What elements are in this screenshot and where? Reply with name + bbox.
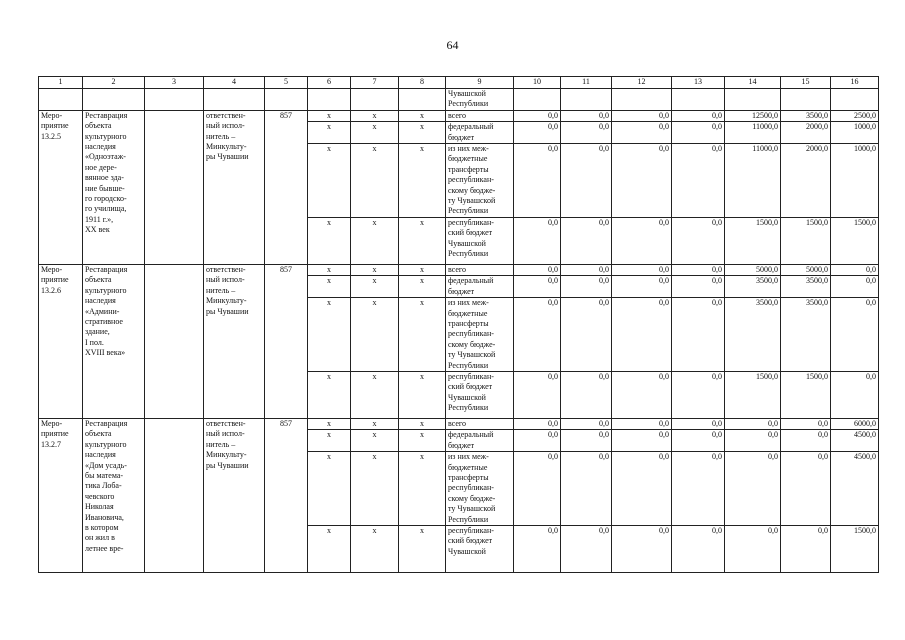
value-cell-col12: 0,0 — [612, 371, 672, 418]
table-row — [39, 110, 879, 121]
value-cell-col10: 0,0 — [514, 122, 561, 144]
value-cell-col15: 0,0 — [781, 526, 831, 573]
value-cell-col13: 0,0 — [672, 144, 725, 218]
empty-col3-cell — [145, 264, 204, 418]
value-cell-col13: 0,0 — [672, 418, 725, 429]
column-number-7: 7 — [351, 77, 399, 89]
continuation-row — [39, 89, 879, 111]
col7-cell: х — [351, 430, 399, 452]
col7-cell: х — [351, 217, 399, 264]
value-cell-col13: 0,0 — [672, 452, 725, 526]
value-cell-col11: 0,0 — [561, 264, 612, 275]
col8-cell: х — [399, 144, 446, 218]
value-cell-col13: 0,0 — [672, 264, 725, 275]
value-cell-col10: 0,0 — [514, 371, 561, 418]
column-number-12: 12 — [612, 77, 672, 89]
col6-cell: х — [308, 264, 351, 275]
column-number-2: 2 — [83, 77, 145, 89]
funding-source-cell: из них меж- бюджетные трансферты республикан- скому бюдже- ту Чувашской Республики — [446, 298, 514, 372]
value-cell-col16: 0,0 — [831, 264, 879, 275]
table-row — [39, 264, 879, 275]
value-cell-col10: 0,0 — [514, 110, 561, 121]
column-number-6: 6 — [308, 77, 351, 89]
value-cell-col16: 1500,0 — [831, 217, 879, 264]
value-cell-col14: 5000,0 — [725, 264, 781, 275]
value-cell-col11: 0,0 — [561, 144, 612, 218]
measure-name-cell: Реставрация объекта культурного наследия «Одноэтаж- ное дере- вянное зда- ние бывше- го городско- го училища, 1911 г.», XX век — [83, 110, 145, 264]
col6-cell: х — [308, 371, 351, 418]
column-number-14: 14 — [725, 77, 781, 89]
value-cell-col14: 11000,0 — [725, 144, 781, 218]
funding-source-cell: из них меж- бюджетные трансферты республикан- скому бюдже- ту Чувашской Республики — [446, 144, 514, 218]
measure-id-cell: Меро- приятие 13.2.6 — [39, 264, 83, 418]
budget-table — [38, 76, 879, 573]
value-cell-col12: 0,0 — [612, 122, 672, 144]
col8-cell: х — [399, 430, 446, 452]
measure-name-cell: Реставрация объекта культурного наследия «Админи- стративное здание, I пол. XVIII века» — [83, 264, 145, 418]
col8-cell: х — [399, 264, 446, 275]
grbs-code-cell: 857 — [265, 110, 308, 264]
value-cell-col15: 3500,0 — [781, 110, 831, 121]
value-cell-col10: 0,0 — [514, 144, 561, 218]
funding-source-cell: всего — [446, 418, 514, 429]
grbs-code-cell: 857 — [265, 418, 308, 572]
value-cell-col11: 0,0 — [561, 526, 612, 573]
col8-cell: х — [399, 217, 446, 264]
value-cell-col15: 0,0 — [781, 430, 831, 452]
empty-col3-cell — [145, 110, 204, 264]
column-number-1: 1 — [39, 77, 83, 89]
value-cell-col12: 0,0 — [612, 264, 672, 275]
table-row — [39, 418, 879, 429]
value-cell-col10: 0,0 — [514, 526, 561, 573]
value-cell-col16: 0,0 — [831, 298, 879, 372]
value-cell-col13: 0,0 — [672, 371, 725, 418]
value-cell-col16: 0,0 — [831, 371, 879, 418]
funding-source-cell: федеральный бюджет — [446, 122, 514, 144]
col7-cell: х — [351, 526, 399, 573]
responsible-cell: ответствен- ный испол- нитель – Минкульту- ры Чувашии — [204, 418, 265, 572]
column-number-4: 4 — [204, 77, 265, 89]
value-cell-col12: 0,0 — [612, 526, 672, 573]
value-cell-col16: 1000,0 — [831, 122, 879, 144]
col7-cell: х — [351, 122, 399, 144]
col7-cell: х — [351, 452, 399, 526]
value-cell-col11: 0,0 — [561, 276, 612, 298]
value-cell-col14: 1500,0 — [725, 371, 781, 418]
value-cell-col15: 1500,0 — [781, 371, 831, 418]
responsible-cell: ответствен- ный испол- нитель – Минкульту- ры Чувашии — [204, 264, 265, 418]
column-number-5: 5 — [265, 77, 308, 89]
value-cell-col11: 0,0 — [561, 371, 612, 418]
value-cell-col13: 0,0 — [672, 276, 725, 298]
responsible-cell: ответствен- ный испол- нитель – Минкульту- ры Чувашии — [204, 110, 265, 264]
value-cell-col10: 0,0 — [514, 298, 561, 372]
col6-cell: х — [308, 418, 351, 429]
col6-cell: х — [308, 526, 351, 573]
funding-source-cell: республикан- ский бюджет Чувашской Республики — [446, 217, 514, 264]
value-cell-col12: 0,0 — [612, 144, 672, 218]
value-cell-col14: 12500,0 — [725, 110, 781, 121]
col8-cell: х — [399, 298, 446, 372]
value-cell-col11: 0,0 — [561, 298, 612, 372]
value-cell-col13: 0,0 — [672, 110, 725, 121]
value-cell-col16: 0,0 — [831, 276, 879, 298]
funding-source-cell: федеральный бюджет — [446, 276, 514, 298]
value-cell-col16: 4500,0 — [831, 430, 879, 452]
column-number-8: 8 — [399, 77, 446, 89]
value-cell-col11: 0,0 — [561, 217, 612, 264]
col8-cell: х — [399, 110, 446, 121]
value-cell-col14: 1500,0 — [725, 217, 781, 264]
col6-cell: х — [308, 110, 351, 121]
column-number-3: 3 — [145, 77, 204, 89]
value-cell-col16: 1500,0 — [831, 526, 879, 573]
value-cell-col12: 0,0 — [612, 276, 672, 298]
value-cell-col12: 0,0 — [612, 110, 672, 121]
value-cell-col12: 0,0 — [612, 452, 672, 526]
col8-cell: х — [399, 122, 446, 144]
value-cell-col11: 0,0 — [561, 418, 612, 429]
column-number-15: 15 — [781, 77, 831, 89]
value-cell-col15: 0,0 — [781, 452, 831, 526]
col7-cell: х — [351, 298, 399, 372]
value-cell-col13: 0,0 — [672, 430, 725, 452]
funding-source-cell: федеральный бюджет — [446, 430, 514, 452]
value-cell-col15: 3500,0 — [781, 298, 831, 372]
value-cell-col15: 0,0 — [781, 418, 831, 429]
funding-source-cell: республикан- ский бюджет Чувашской Республики — [446, 371, 514, 418]
col6-cell: х — [308, 298, 351, 372]
measure-id-cell: Меро- приятие 13.2.5 — [39, 110, 83, 264]
value-cell-col10: 0,0 — [514, 418, 561, 429]
value-cell-col10: 0,0 — [514, 217, 561, 264]
col8-cell: х — [399, 371, 446, 418]
value-cell-col16: 2500,0 — [831, 110, 879, 121]
column-number-13: 13 — [672, 77, 725, 89]
value-cell-col11: 0,0 — [561, 452, 612, 526]
value-cell-col12: 0,0 — [612, 217, 672, 264]
value-cell-col12: 0,0 — [612, 430, 672, 452]
value-cell-col15: 2000,0 — [781, 144, 831, 218]
value-cell-col16: 4500,0 — [831, 452, 879, 526]
col7-cell: х — [351, 371, 399, 418]
empty-col3-cell — [145, 418, 204, 572]
measure-id-cell: Меро- приятие 13.2.7 — [39, 418, 83, 572]
funding-source-cell: из них меж- бюджетные трансферты республикан- скому бюдже- ту Чувашской Республики — [446, 452, 514, 526]
col6-cell: х — [308, 276, 351, 298]
value-cell-col11: 0,0 — [561, 122, 612, 144]
value-cell-col16: 1000,0 — [831, 144, 879, 218]
column-number-row — [39, 77, 879, 89]
value-cell-col10: 0,0 — [514, 430, 561, 452]
funding-source-cell: республикан- ский бюджет Чувашской — [446, 526, 514, 573]
value-cell-col13: 0,0 — [672, 298, 725, 372]
col7-cell: х — [351, 418, 399, 429]
value-cell-col10: 0,0 — [514, 276, 561, 298]
column-number-16: 16 — [831, 77, 879, 89]
value-cell-col14: 0,0 — [725, 430, 781, 452]
value-cell-col11: 0,0 — [561, 430, 612, 452]
value-cell-col11: 0,0 — [561, 110, 612, 121]
col6-cell: х — [308, 217, 351, 264]
value-cell-col12: 0,0 — [612, 418, 672, 429]
column-number-10: 10 — [514, 77, 561, 89]
value-cell-col14: 3500,0 — [725, 276, 781, 298]
value-cell-col14: 3500,0 — [725, 298, 781, 372]
value-cell-col10: 0,0 — [514, 452, 561, 526]
value-cell-col15: 3500,0 — [781, 276, 831, 298]
value-cell-col14: 0,0 — [725, 418, 781, 429]
value-cell-col15: 1500,0 — [781, 217, 831, 264]
value-cell-col16: 6000,0 — [831, 418, 879, 429]
value-cell-col14: 11000,0 — [725, 122, 781, 144]
col7-cell: х — [351, 276, 399, 298]
col6-cell: х — [308, 430, 351, 452]
value-cell-col13: 0,0 — [672, 217, 725, 264]
col7-cell: х — [351, 110, 399, 121]
funding-source-cell: всего — [446, 110, 514, 121]
continuation-source-cell: Чувашской Республики — [446, 89, 514, 111]
funding-source-cell: всего — [446, 264, 514, 275]
value-cell-col10: 0,0 — [514, 264, 561, 275]
value-cell-col14: 0,0 — [725, 526, 781, 573]
col7-cell: х — [351, 264, 399, 275]
col6-cell: х — [308, 452, 351, 526]
grbs-code-cell: 857 — [265, 264, 308, 418]
column-number-9: 9 — [446, 77, 514, 89]
column-number-11: 11 — [561, 77, 612, 89]
value-cell-col15: 2000,0 — [781, 122, 831, 144]
col8-cell: х — [399, 526, 446, 573]
value-cell-col14: 0,0 — [725, 452, 781, 526]
col8-cell: х — [399, 452, 446, 526]
col6-cell: х — [308, 144, 351, 218]
value-cell-col13: 0,0 — [672, 526, 725, 573]
col7-cell: х — [351, 144, 399, 218]
value-cell-col12: 0,0 — [612, 298, 672, 372]
col6-cell: х — [308, 122, 351, 144]
col8-cell: х — [399, 418, 446, 429]
col8-cell: х — [399, 276, 446, 298]
value-cell-col13: 0,0 — [672, 122, 725, 144]
measure-name-cell: Реставрация объекта культурного наследия «Дом усадь- бы матема- тика Лоба- чевского Николая Ивановича, в котором он жил в летнее вре- — [83, 418, 145, 572]
page-number: 64 — [446, 38, 459, 52]
value-cell-col15: 5000,0 — [781, 264, 831, 275]
